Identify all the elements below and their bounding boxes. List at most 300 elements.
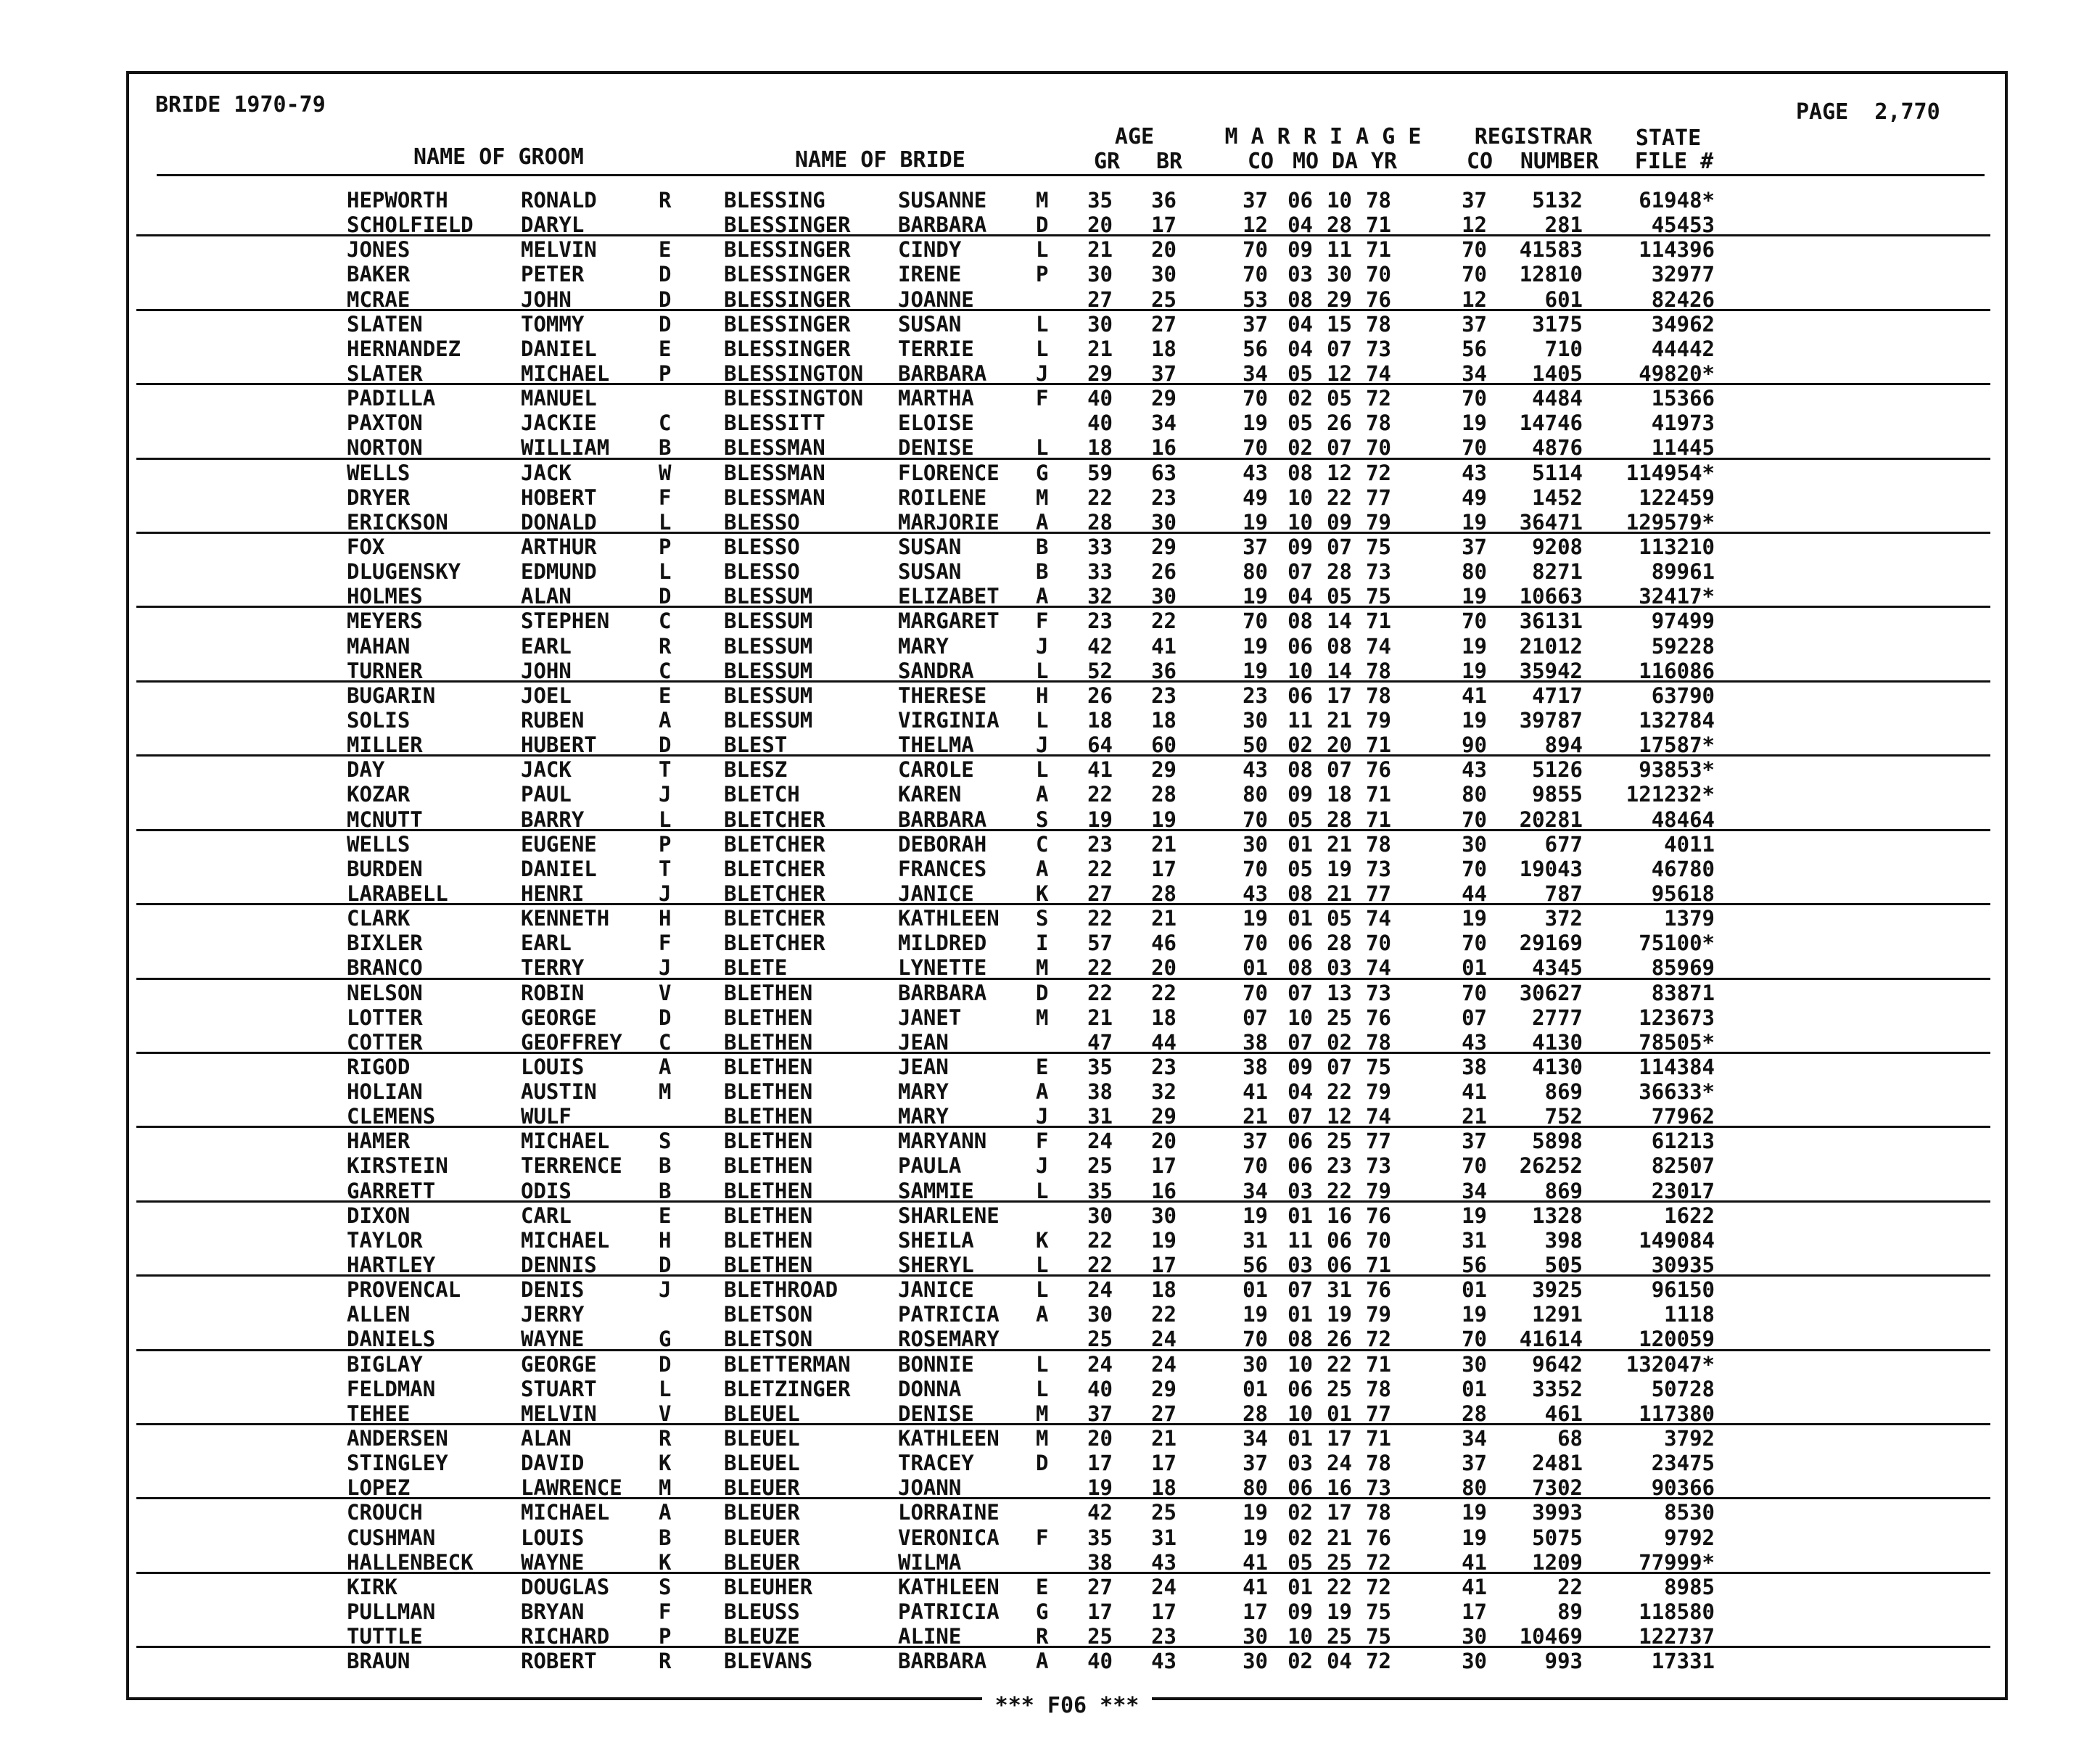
age-groom: 42 bbox=[1087, 1500, 1113, 1525]
groom-surname: LARABELL bbox=[347, 881, 448, 906]
age-groom: 20 bbox=[1087, 213, 1113, 238]
header-rule bbox=[157, 174, 1985, 176]
table-row bbox=[129, 1376, 2005, 1401]
age-groom: 33 bbox=[1087, 559, 1113, 585]
groom-initial: D bbox=[659, 1005, 672, 1030]
marriage-mo: 06 bbox=[1287, 633, 1313, 659]
groom-surname: SLATEN bbox=[347, 311, 423, 337]
bride-surname: BLEUHER bbox=[724, 1574, 813, 1599]
state-file: 113210 bbox=[1639, 534, 1715, 559]
col-header-state-file: FILE # bbox=[1634, 149, 1714, 174]
age-bride: 23 bbox=[1151, 1624, 1177, 1649]
age-bride: 36 bbox=[1151, 658, 1177, 683]
bride-given: JOANNE bbox=[898, 287, 974, 312]
marriage-yr: 71 bbox=[1366, 1426, 1391, 1451]
table-row bbox=[129, 1499, 2005, 1524]
bride-initial: K bbox=[1036, 881, 1049, 906]
state-file: 23475 bbox=[1651, 1451, 1715, 1476]
groom-initial: S bbox=[659, 1574, 672, 1599]
age-groom: 21 bbox=[1087, 237, 1113, 263]
registrar-num: 4717 bbox=[1532, 683, 1583, 708]
col-header-marriage-yr: YR bbox=[1370, 149, 1398, 174]
bride-given: SHERYL bbox=[898, 1253, 974, 1278]
age-groom: 22 bbox=[1087, 906, 1113, 931]
marriage-mo: 06 bbox=[1287, 188, 1313, 213]
registrar-num: 993 bbox=[1544, 1649, 1583, 1674]
groom-surname: DRYER bbox=[347, 485, 411, 510]
registrar-co: 19 bbox=[1462, 1500, 1487, 1525]
marriage-da: 15 bbox=[1327, 311, 1352, 337]
age-bride: 29 bbox=[1151, 1376, 1177, 1401]
table-row bbox=[129, 311, 2005, 336]
groom-surname: WELLS bbox=[347, 460, 411, 485]
bride-initial: S bbox=[1036, 807, 1049, 832]
table-row bbox=[129, 385, 2005, 410]
table-row bbox=[129, 905, 2005, 930]
groom-given: BARRY bbox=[521, 807, 585, 832]
groom-surname: BRANCO bbox=[347, 955, 423, 981]
groom-surname: ALLEN bbox=[347, 1302, 411, 1327]
table-row bbox=[129, 434, 2005, 459]
table-row bbox=[129, 410, 2005, 434]
groom-surname: HOLMES bbox=[347, 584, 423, 609]
bride-given: JANET bbox=[898, 1005, 962, 1030]
age-groom: 35 bbox=[1087, 188, 1113, 213]
marriage-co: 43 bbox=[1243, 757, 1268, 783]
groom-given: JACKIE bbox=[521, 411, 597, 436]
bride-initial: J bbox=[1036, 1104, 1049, 1129]
state-file: 30935 bbox=[1651, 1253, 1715, 1278]
bride-initial: J bbox=[1036, 633, 1049, 659]
marriage-da: 28 bbox=[1327, 807, 1352, 832]
groom-given: MICHAEL bbox=[521, 1227, 610, 1253]
marriage-co: 07 bbox=[1243, 1005, 1268, 1030]
groom-given: EDMUND bbox=[521, 559, 597, 585]
groom-given: BRYAN bbox=[521, 1599, 585, 1625]
marriage-yr: 71 bbox=[1366, 1253, 1391, 1278]
groom-given: JOHN bbox=[521, 658, 572, 683]
marriage-da: 25 bbox=[1327, 1005, 1352, 1030]
state-file: 15366 bbox=[1651, 386, 1715, 411]
groom-initial: F bbox=[659, 1599, 672, 1625]
registrar-num: 1209 bbox=[1532, 1549, 1583, 1575]
bride-given: ELOISE bbox=[898, 411, 974, 436]
marriage-mo: 10 bbox=[1287, 1351, 1313, 1377]
marriage-yr: 71 bbox=[1366, 237, 1391, 263]
bride-surname: BLESSINGER bbox=[724, 262, 851, 287]
table-row bbox=[129, 1277, 2005, 1301]
groom-initial: M bbox=[659, 1475, 672, 1501]
bride-surname: BLESSMAN bbox=[724, 435, 825, 461]
groom-initial: C bbox=[659, 658, 672, 683]
age-groom: 30 bbox=[1087, 1203, 1113, 1228]
marriage-da: 17 bbox=[1327, 1426, 1352, 1451]
marriage-yr: 75 bbox=[1366, 584, 1391, 609]
registrar-num: 787 bbox=[1544, 881, 1583, 906]
marriage-da: 07 bbox=[1327, 435, 1352, 461]
marriage-mo: 01 bbox=[1287, 1574, 1313, 1599]
bride-given: ELIZABET bbox=[898, 584, 1000, 609]
col-header-age-br: BR bbox=[1155, 149, 1183, 174]
bride-surname: BLETHEN bbox=[724, 1227, 813, 1253]
groom-surname: CLEMENS bbox=[347, 1104, 436, 1129]
bride-surname: BLESSO bbox=[724, 509, 800, 535]
bride-initial: A bbox=[1036, 856, 1049, 881]
bride-initial: A bbox=[1036, 1649, 1049, 1674]
bride-surname: BLESSUM bbox=[724, 658, 813, 683]
bride-surname: BLESSUM bbox=[724, 683, 813, 708]
groom-given: HUBERT bbox=[521, 733, 597, 758]
marriage-mo: 01 bbox=[1287, 1426, 1313, 1451]
age-groom: 24 bbox=[1087, 1351, 1113, 1377]
marriage-da: 28 bbox=[1327, 213, 1352, 238]
state-file: 45453 bbox=[1651, 213, 1715, 238]
marriage-yr: 79 bbox=[1366, 707, 1391, 733]
state-file: 129579* bbox=[1626, 509, 1715, 535]
groom-surname: HARTLEY bbox=[347, 1253, 436, 1278]
bride-surname: BLETHEN bbox=[724, 1029, 813, 1055]
bride-given: BARBARA bbox=[898, 213, 987, 238]
table-row bbox=[129, 1178, 2005, 1203]
age-bride: 22 bbox=[1151, 1302, 1177, 1327]
bride-surname: BLEUEL bbox=[724, 1426, 800, 1451]
bride-surname: BLESSINGTON bbox=[724, 360, 864, 386]
marriage-yr: 77 bbox=[1366, 881, 1391, 906]
registrar-co: 37 bbox=[1462, 1451, 1487, 1476]
marriage-yr: 71 bbox=[1366, 213, 1391, 238]
marriage-mo: 05 bbox=[1287, 411, 1313, 436]
marriage-da: 07 bbox=[1327, 534, 1352, 559]
state-file: 1379 bbox=[1664, 906, 1715, 931]
age-bride: 21 bbox=[1151, 906, 1177, 931]
groom-given: HENRI bbox=[521, 881, 585, 906]
bride-initial: J bbox=[1036, 1153, 1049, 1179]
marriage-co: 37 bbox=[1243, 188, 1268, 213]
marriage-da: 05 bbox=[1327, 584, 1352, 609]
bride-surname: BLETHEN bbox=[724, 980, 813, 1005]
registrar-co: 34 bbox=[1462, 360, 1487, 386]
groom-initial: E bbox=[659, 683, 672, 708]
marriage-da: 23 bbox=[1327, 1153, 1352, 1179]
table-row bbox=[129, 187, 2005, 212]
bride-given: SUSAN bbox=[898, 534, 962, 559]
marriage-co: 23 bbox=[1243, 683, 1268, 708]
bride-given: TERRIE bbox=[898, 336, 974, 361]
marriage-da: 16 bbox=[1327, 1203, 1352, 1228]
registrar-co: 37 bbox=[1462, 311, 1487, 337]
bride-given: JEAN bbox=[898, 1029, 949, 1055]
age-groom: 37 bbox=[1087, 1401, 1113, 1426]
state-file: 32417* bbox=[1639, 584, 1715, 609]
col-header-age-gr: GR bbox=[1093, 149, 1121, 174]
groom-surname: GARRETT bbox=[347, 1178, 436, 1203]
registrar-co: 70 bbox=[1462, 609, 1487, 634]
groom-surname: ANDERSEN bbox=[347, 1426, 448, 1451]
marriage-yr: 77 bbox=[1366, 485, 1391, 510]
bride-initial: L bbox=[1036, 757, 1049, 783]
marriage-co: 19 bbox=[1243, 1203, 1268, 1228]
state-file: 93853* bbox=[1639, 757, 1715, 783]
groom-surname: SOLIS bbox=[347, 707, 411, 733]
age-groom: 59 bbox=[1087, 460, 1113, 485]
marriage-co: 01 bbox=[1243, 1376, 1268, 1401]
state-file: 46780 bbox=[1651, 856, 1715, 881]
bride-surname: BLEVANS bbox=[724, 1649, 813, 1674]
marriage-yr: 76 bbox=[1366, 1525, 1391, 1550]
bride-given: DEBORAH bbox=[898, 831, 987, 857]
table-row bbox=[129, 732, 2005, 757]
marriage-mo: 09 bbox=[1287, 1054, 1313, 1079]
registrar-num: 5126 bbox=[1532, 757, 1583, 783]
age-bride: 20 bbox=[1151, 237, 1177, 263]
groom-surname: NELSON bbox=[347, 980, 423, 1005]
marriage-yr: 71 bbox=[1366, 609, 1391, 634]
bride-given: SUSAN bbox=[898, 559, 962, 585]
bride-surname: BLEUEL bbox=[724, 1401, 800, 1426]
bride-given: MARJORIE bbox=[898, 509, 1000, 535]
bride-surname: BLETTERMAN bbox=[724, 1351, 851, 1377]
marriage-mo: 03 bbox=[1287, 262, 1313, 287]
registrar-co: 43 bbox=[1462, 1029, 1487, 1055]
table-row bbox=[129, 930, 2005, 955]
marriage-da: 19 bbox=[1327, 856, 1352, 881]
marriage-yr: 78 bbox=[1366, 1029, 1391, 1055]
groom-surname: FOX bbox=[347, 534, 385, 559]
bride-given: CAROLE bbox=[898, 757, 974, 783]
groom-initial: T bbox=[659, 757, 672, 783]
groom-initial: L bbox=[659, 509, 672, 535]
groom-given: DANIEL bbox=[521, 336, 597, 361]
age-bride: 28 bbox=[1151, 782, 1177, 807]
state-file: 85969 bbox=[1651, 955, 1715, 981]
bride-initial: L bbox=[1036, 336, 1049, 361]
bride-surname: BLETSON bbox=[724, 1327, 813, 1352]
table-row bbox=[129, 955, 2005, 979]
registrar-co: 43 bbox=[1462, 460, 1487, 485]
marriage-mo: 08 bbox=[1287, 460, 1313, 485]
bride-surname: BLETHEN bbox=[724, 1253, 813, 1278]
registrar-num: 869 bbox=[1544, 1178, 1583, 1203]
table-row bbox=[129, 1128, 2005, 1153]
marriage-mo: 08 bbox=[1287, 1327, 1313, 1352]
state-file: 75100* bbox=[1639, 931, 1715, 956]
marriage-yr: 72 bbox=[1366, 460, 1391, 485]
registrar-co: 34 bbox=[1462, 1426, 1487, 1451]
marriage-da: 17 bbox=[1327, 1500, 1352, 1525]
marriage-mo: 10 bbox=[1287, 485, 1313, 510]
state-file: 82426 bbox=[1651, 287, 1715, 312]
marriage-da: 12 bbox=[1327, 460, 1352, 485]
groom-initial: H bbox=[659, 1227, 672, 1253]
age-groom: 30 bbox=[1087, 262, 1113, 287]
groom-given: DONALD bbox=[521, 509, 597, 535]
marriage-co: 70 bbox=[1243, 262, 1268, 287]
age-groom: 18 bbox=[1087, 435, 1113, 461]
groom-surname: PROVENCAL bbox=[347, 1277, 461, 1303]
groom-initial: P bbox=[659, 534, 672, 559]
state-file: 61213 bbox=[1651, 1129, 1715, 1154]
age-groom: 40 bbox=[1087, 411, 1113, 436]
marriage-mo: 06 bbox=[1287, 1153, 1313, 1179]
state-file: 117380 bbox=[1639, 1401, 1715, 1426]
marriage-yr: 74 bbox=[1366, 955, 1391, 981]
bride-given: SHARLENE bbox=[898, 1203, 1000, 1228]
marriage-da: 20 bbox=[1327, 733, 1352, 758]
marriage-mo: 09 bbox=[1287, 237, 1313, 263]
marriage-co: 31 bbox=[1243, 1227, 1268, 1253]
marriage-co: 37 bbox=[1243, 1451, 1268, 1476]
groom-surname: MILLER bbox=[347, 733, 423, 758]
bride-initial: B bbox=[1036, 559, 1049, 585]
marriage-co: 19 bbox=[1243, 1525, 1268, 1550]
table-row bbox=[129, 1425, 2005, 1450]
bride-surname: BLESSINGER bbox=[724, 213, 851, 238]
marriage-yr: 71 bbox=[1366, 733, 1391, 758]
age-groom: 64 bbox=[1087, 733, 1113, 758]
age-groom: 31 bbox=[1087, 1104, 1113, 1129]
bride-given: MARYANN bbox=[898, 1129, 987, 1154]
marriage-co: 38 bbox=[1243, 1054, 1268, 1079]
age-bride: 18 bbox=[1151, 707, 1177, 733]
bride-initial: G bbox=[1036, 1599, 1049, 1625]
table-row bbox=[129, 1054, 2005, 1079]
bride-initial: L bbox=[1036, 1253, 1049, 1278]
registrar-co: 80 bbox=[1462, 1475, 1487, 1501]
marriage-co: 34 bbox=[1243, 1178, 1268, 1203]
table-row bbox=[129, 460, 2005, 485]
groom-surname: CUSHMAN bbox=[347, 1525, 436, 1550]
state-file: 77962 bbox=[1651, 1104, 1715, 1129]
marriage-co: 37 bbox=[1243, 534, 1268, 559]
age-bride: 26 bbox=[1151, 559, 1177, 585]
bride-surname: BLESSUM bbox=[724, 584, 813, 609]
marriage-mo: 05 bbox=[1287, 807, 1313, 832]
groom-initial: G bbox=[659, 1327, 672, 1352]
age-groom: 26 bbox=[1087, 683, 1113, 708]
groom-given: DENNIS bbox=[521, 1253, 597, 1278]
groom-given: GEORGE bbox=[521, 1351, 597, 1377]
marriage-yr: 71 bbox=[1366, 782, 1391, 807]
state-file: 61948* bbox=[1639, 188, 1715, 213]
registrar-co: 41 bbox=[1462, 1079, 1487, 1105]
registrar-num: 36131 bbox=[1519, 609, 1583, 634]
age-bride: 27 bbox=[1151, 311, 1177, 337]
groom-given: TOMMY bbox=[521, 311, 585, 337]
groom-initial: D bbox=[659, 287, 672, 312]
table-row bbox=[129, 1227, 2005, 1252]
marriage-yr: 73 bbox=[1366, 336, 1391, 361]
bride-surname: BLETCHER bbox=[724, 856, 825, 881]
groom-given: MELVIN bbox=[521, 237, 597, 263]
age-bride: 17 bbox=[1151, 1153, 1177, 1179]
marriage-mo: 02 bbox=[1287, 1649, 1313, 1674]
age-groom: 40 bbox=[1087, 1649, 1113, 1674]
state-file: 1622 bbox=[1664, 1203, 1715, 1228]
registrar-num: 461 bbox=[1544, 1401, 1583, 1426]
col-header-marriage-mo: MO bbox=[1292, 149, 1319, 174]
bride-initial: L bbox=[1036, 707, 1049, 733]
marriage-co: 70 bbox=[1243, 609, 1268, 634]
groom-initial: P bbox=[659, 1624, 672, 1649]
groom-initial: B bbox=[659, 1178, 672, 1203]
bride-surname: BLESSINGER bbox=[724, 237, 851, 263]
registrar-num: 710 bbox=[1544, 336, 1583, 361]
groom-surname: COTTER bbox=[347, 1029, 423, 1055]
registrar-num: 36471 bbox=[1519, 509, 1583, 535]
marriage-mo: 06 bbox=[1287, 1129, 1313, 1154]
state-file: 82507 bbox=[1651, 1153, 1715, 1179]
index-page bbox=[126, 71, 2008, 1718]
marriage-da: 30 bbox=[1327, 262, 1352, 287]
groom-given: JACK bbox=[521, 757, 572, 783]
marriage-co: 41 bbox=[1243, 1574, 1268, 1599]
bride-surname: BLEUSS bbox=[724, 1599, 800, 1625]
bride-initial: F bbox=[1036, 609, 1049, 634]
table-row bbox=[129, 881, 2005, 905]
bride-surname: BLEUER bbox=[724, 1475, 800, 1501]
groom-given: AUSTIN bbox=[521, 1079, 597, 1105]
age-groom: 47 bbox=[1087, 1029, 1113, 1055]
bride-initial: M bbox=[1036, 485, 1049, 510]
table-row bbox=[129, 212, 2005, 236]
marriage-yr: 75 bbox=[1366, 534, 1391, 559]
table-row bbox=[129, 1103, 2005, 1128]
groom-initial: F bbox=[659, 931, 672, 956]
age-groom: 21 bbox=[1087, 1005, 1113, 1030]
bride-given: BARBARA bbox=[898, 807, 987, 832]
table-row bbox=[129, 707, 2005, 732]
bride-given: TRACEY bbox=[898, 1451, 974, 1476]
groom-initial: W bbox=[659, 460, 672, 485]
groom-initial: C bbox=[659, 609, 672, 634]
marriage-yr: 74 bbox=[1366, 360, 1391, 386]
state-file: 23017 bbox=[1651, 1178, 1715, 1203]
age-bride: 27 bbox=[1151, 1401, 1177, 1426]
marriage-co: 30 bbox=[1243, 1624, 1268, 1649]
groom-given: DAVID bbox=[521, 1451, 585, 1476]
state-file: 17587* bbox=[1639, 733, 1715, 758]
marriage-da: 19 bbox=[1327, 1599, 1352, 1625]
registrar-co: 12 bbox=[1462, 287, 1487, 312]
age-bride: 37 bbox=[1151, 360, 1177, 386]
groom-initial: P bbox=[659, 831, 672, 857]
marriage-da: 25 bbox=[1327, 1376, 1352, 1401]
age-bride: 25 bbox=[1151, 1500, 1177, 1525]
state-file: 4011 bbox=[1664, 831, 1715, 857]
groom-initial: R bbox=[659, 633, 672, 659]
marriage-mo: 04 bbox=[1287, 336, 1313, 361]
bride-given: MARY bbox=[898, 633, 949, 659]
groom-surname: MAHAN bbox=[347, 633, 411, 659]
table-row bbox=[129, 485, 2005, 509]
bride-given: BONNIE bbox=[898, 1351, 974, 1377]
age-bride: 60 bbox=[1151, 733, 1177, 758]
bride-surname: BLETCH bbox=[724, 782, 800, 807]
registrar-num: 505 bbox=[1544, 1253, 1583, 1278]
marriage-mo: 03 bbox=[1287, 1253, 1313, 1278]
bride-given: MARY bbox=[898, 1079, 949, 1105]
age-groom: 41 bbox=[1087, 757, 1113, 783]
table-row bbox=[129, 1326, 2005, 1351]
marriage-da: 25 bbox=[1327, 1549, 1352, 1575]
groom-initial: R bbox=[659, 1426, 672, 1451]
bride-given: JANICE bbox=[898, 1277, 974, 1303]
registrar-co: 19 bbox=[1462, 1525, 1487, 1550]
age-bride: 30 bbox=[1151, 584, 1177, 609]
marriage-yr: 78 bbox=[1366, 1500, 1391, 1525]
state-file: 32977 bbox=[1651, 262, 1715, 287]
groom-given: TERRENCE bbox=[521, 1153, 622, 1179]
